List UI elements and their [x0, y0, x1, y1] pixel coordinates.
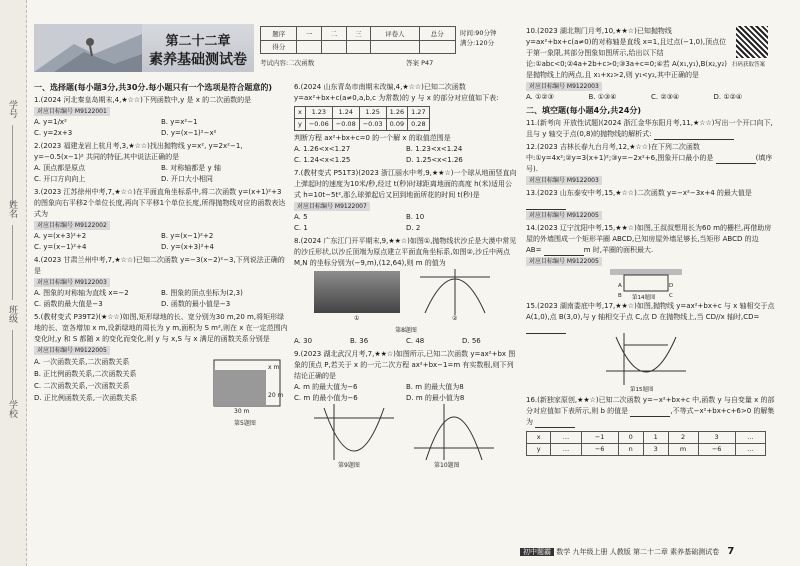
- q6-x-cell: 1.24: [332, 107, 359, 119]
- question-15: [526, 301, 776, 334]
- q9-options: [294, 382, 518, 404]
- question-9: 9.(2023 湖北武汉月考,7,★★☆)如图所示,已知二次函数 y=ax²+bx 图象的顶点 P,若关于 x 的一元二次方程 ax²+bx−1=m 有实数根,则下列结论正确的是: [294, 350, 516, 380]
- page-number: 7: [727, 546, 735, 557]
- target-code-tag: 对应目标编号 M9122005: [526, 257, 602, 266]
- page-footer: [520, 546, 780, 560]
- option[interactable]: C. m 的最小值为−6: [294, 394, 358, 402]
- binding-margin: [0, 0, 27, 566]
- figure-8: [294, 269, 518, 325]
- score-col: 二: [322, 27, 347, 41]
- target-code-tag: 对应目标编号 M9122003: [526, 82, 602, 91]
- q6-x-cell: 1.27: [408, 107, 429, 119]
- q6-y-cell: −0.08: [332, 119, 359, 131]
- question-2: 2.(2023 福建龙岩上杭月考,3,★☆☆)找出抛物线 y=x², y=2x²−1, y=−0.5(x−1)² 共同的特征,其中说法正确的是: [34, 142, 243, 161]
- option[interactable]: D. 开口大小相同: [161, 175, 213, 183]
- score-cell[interactable]: [419, 40, 456, 54]
- footer-grade: 九年级上册: [572, 548, 608, 556]
- option[interactable]: B. 1.23<x<1.24: [406, 145, 463, 153]
- q6-x-cell: 1.23: [305, 107, 332, 119]
- option[interactable]: A. 30: [294, 337, 313, 345]
- test-header: [34, 24, 518, 72]
- fig14-c: C: [669, 293, 673, 299]
- question-1: 1.(2024 河北秦皇岛期末,4,★☆☆)下列函数中,y 是 x 的二次函数的是: [34, 96, 252, 104]
- time-limit: 时间:90分钟: [460, 29, 497, 37]
- option[interactable]: D. 1.25<x<1.26: [406, 156, 463, 164]
- q16-text: 16.(新独家原创,★★☆)已知二次函数 y=−x²+bx+c 中,函数 y 与自变量 x 的部分对应值如下表所示,则 b 的值是: [526, 396, 775, 415]
- option[interactable]: A. 1.26<x<1.27: [294, 145, 351, 153]
- q14-text: 14.(2023 辽宁沈阳中考,15,★★☆)如图,王叔叔想用长为60 m的栅栏,再借助房屋的外墙围成一个矩形羊圈 ABCD,已知房屋外墙足够长,当矩形 ABCD 的边 AB=: [526, 224, 772, 254]
- name-label: 姓名: [7, 200, 17, 218]
- figure-9-graph: [314, 404, 394, 460]
- option[interactable]: D. ①②④: [713, 93, 743, 101]
- option[interactable]: B. ①③④: [588, 93, 617, 101]
- score-cell[interactable]: [346, 40, 371, 54]
- column-left: [34, 80, 288, 428]
- score-col: 三: [346, 27, 371, 41]
- q10-options: [526, 92, 776, 103]
- score-cell[interactable]: [322, 40, 347, 54]
- option[interactable]: D. 正比例函数关系,一次函数关系: [34, 394, 138, 402]
- target-code-tag: 对应目标编号 M9122001: [34, 107, 110, 116]
- fig9-caption: 第9题图: [338, 462, 360, 469]
- option[interactable]: B. 10: [406, 213, 425, 221]
- section-heading: 一、选择题(每小题3分,共30分.每小题只有一个选项是符合题意的): [34, 83, 273, 92]
- option[interactable]: C. y=(x−1)²+4: [34, 243, 87, 251]
- fig5-caption: 第5题图: [234, 420, 256, 427]
- q6-y-cell: −0.06: [305, 119, 332, 131]
- q6-y-cell: 0.09: [386, 119, 407, 131]
- question-13: [526, 188, 776, 210]
- footer-edition: 人教版: [609, 548, 631, 556]
- score-cell[interactable]: [297, 40, 322, 54]
- figure-10-graph: [414, 404, 494, 460]
- option[interactable]: B. 36: [350, 337, 369, 345]
- score-col: 总分: [419, 27, 456, 41]
- question-6: 6.(2024 山东青岛市南期末改编,4,★☆☆)已知二次函数 y=ax²+bx+c(a≠0,a,b,c 为常数)的 y 与 x 的部分对应值如下表:: [294, 83, 499, 102]
- answer-blank[interactable]: [544, 247, 584, 256]
- score-cell[interactable]: [371, 40, 419, 54]
- q16-table: [526, 431, 766, 456]
- option[interactable]: A. 一次函数关系,二次函数关系: [34, 358, 130, 366]
- target-code-tag: 对应目标编号 M9122003: [526, 176, 602, 185]
- q16-x-cell: …: [735, 432, 765, 444]
- fig15-caption: 第15题图: [630, 387, 654, 393]
- question-3: 3.(2023 江苏徐州中考,7,★☆☆)在平面直角坐标系中,将二次函数 y=(x+1)²+3 的图象向右平移2个单位长度,再向下平移1个单位长度,所得抛物线对应的函数表达式为: [34, 188, 286, 218]
- q6-table: [294, 106, 430, 131]
- q5-block: [34, 356, 288, 428]
- q7-options: [294, 212, 518, 234]
- fig14-b: B: [618, 293, 622, 299]
- q11-text: 11.(新考向 开放性试题)(2024 浙江金华东阳月考,11,★☆☆)写出一个开口向下,且与 y 轴交于点(0,8)的抛物线的解析式:: [526, 119, 773, 138]
- footer-test-name: 素养基础测试卷: [670, 548, 720, 556]
- option[interactable]: C. 开口方向向上: [34, 175, 86, 183]
- school-label: 学校: [7, 400, 17, 418]
- question-10: 10.(2023 湖北荆门月考,10,★★☆)已知抛物线 y=ax²+bx+c(a≠0)的对称轴是直线 x=1,且过点(−1,0),顶点位于第一象限,其部分图象如图所示,给出以下结论:①abc<0;②4a+2b+c>0;③3a+c=0;④若 A(x₁,y₁),B(x₂,y₂)是抛物线上的两点,且 x₁+x₂>2,则 y₁<y₂,其中正确的是: [526, 27, 727, 79]
- time-score-box: [460, 28, 496, 48]
- answer-blank[interactable]: [630, 408, 670, 417]
- option[interactable]: A. ①②③: [526, 93, 554, 101]
- fill-line: [12, 125, 13, 205]
- q6-x-cell: 1.26: [386, 107, 407, 119]
- q6-y-cell: y: [295, 119, 306, 131]
- answer-blank[interactable]: [526, 201, 566, 210]
- title-block: [142, 24, 254, 72]
- q15-block: [526, 301, 776, 393]
- fill-line: [12, 330, 13, 400]
- q1-options: [34, 117, 288, 139]
- qr-code-icon[interactable]: [736, 26, 768, 58]
- question-5: 5.(教材变式 P39T2)(★☆☆)如图,矩形绿地的长、宽分别为30 m,20 m,将矩形绿地的长、宽各增加 x m,设新绿地的周长为 y m,面积为 S m²,则在 x 在一定范围内变化时,y 和 S 都随 x 的变化而变化,则 y 与 x,S 与 x 满足的函数关系分别是: [34, 313, 288, 343]
- option[interactable]: B. y=x²−1: [161, 118, 198, 126]
- fig5-x: x m: [268, 364, 280, 371]
- option[interactable]: D. 函数的最小值是−3: [161, 300, 231, 308]
- student-id-label: 学号: [7, 100, 17, 118]
- option[interactable]: A. y=(x+3)²+2: [34, 232, 87, 240]
- question-16: [526, 395, 776, 428]
- footer-chapter: 第二十二章: [632, 548, 668, 556]
- answer-blank[interactable]: [526, 325, 566, 334]
- answer-page-ref: 答案 P47: [406, 59, 434, 67]
- q6-options: [294, 144, 518, 166]
- q16-y-cell: 3: [643, 444, 668, 456]
- option[interactable]: B. m 的最大值为8: [406, 383, 464, 391]
- class-label: 班级: [7, 305, 17, 323]
- answer-blank[interactable]: [535, 419, 575, 428]
- column-middle: [294, 80, 518, 470]
- parabola-graph: [420, 269, 490, 315]
- score-col: 一: [297, 27, 322, 41]
- target-code-tag: 对应目标编号 M9122007: [294, 202, 370, 211]
- q12-text: 12.(2023 吉林长春九台月考,12,★☆☆)在下列二次函数中:①y=4x²;②y=3(x+1)²;③y=−2x²+6,图象开口最小的是: [526, 143, 714, 162]
- score-table: [260, 26, 456, 54]
- brand-badge: 初中题霸: [520, 548, 554, 556]
- sand-dune-photo: [314, 271, 400, 313]
- column-right: [526, 26, 776, 456]
- question-4: 4.(2023 甘肃兰州中考,7,★☆☆)已知二次函数 y=−3(x−2)²−3,下列说法正确的是: [34, 256, 285, 275]
- target-code-tag: 对应目标编号 M9122005: [526, 211, 602, 220]
- fig8-label-2: ②: [452, 315, 458, 322]
- question-11: [526, 118, 776, 140]
- figure-15-graph: [606, 333, 686, 385]
- q16-y-cell: n: [618, 444, 643, 456]
- q13-text: 13.(2023 山东泰安中考,15,★☆☆)二次函数 y=−x²−3x+4 的最大值是: [526, 189, 752, 197]
- section-heading: 二、填空题(每小题4分,共24分): [526, 106, 642, 115]
- figures-9-10: [294, 404, 518, 470]
- fig5-width: 20 m: [268, 392, 284, 399]
- score-col: 评卷人: [371, 27, 419, 41]
- answer-blank[interactable]: [654, 131, 734, 140]
- answer-blank[interactable]: [716, 155, 756, 164]
- q16-y-cell: −6: [698, 444, 735, 456]
- target-code-tag: 对应目标编号 M9122002: [34, 221, 110, 230]
- q6-x-cell: x: [295, 107, 306, 119]
- mountain-climber-illustration: [34, 24, 142, 72]
- q12-tail: (填序号).: [526, 154, 773, 173]
- q16-mid: ,不等式−x²+bx+c+6>0 的解集为: [526, 407, 775, 426]
- q16-y-cell: m: [668, 444, 698, 456]
- option[interactable]: D. 2: [406, 224, 421, 232]
- question-14: [526, 223, 776, 256]
- q2-options: [34, 163, 288, 185]
- fig10-caption: 第10题图: [434, 462, 460, 469]
- question-8: 8.(2024 广东江门开平期末,9,★★☆)如图①,抛物线状沙丘是大漠中常见的沙丘形状,以沙丘顶端为原点建立平面直角坐标系,如图②,沙丘中两点 M,N 的坐标分别为(−9,m),(12,64),则 m 的值为: [294, 237, 517, 267]
- option[interactable]: A. y=1/x²: [34, 118, 67, 126]
- q14-tail: m 时,羊圈的面积最大.: [583, 246, 654, 254]
- option[interactable]: C. y=2x+3: [34, 129, 73, 137]
- q16-x-cell: …: [551, 432, 581, 444]
- q16-y-cell: …: [551, 444, 581, 456]
- figure-14: [526, 267, 776, 301]
- qr-label: 扫码获取答案: [732, 62, 766, 68]
- option[interactable]: C. 48: [406, 337, 425, 345]
- question-7: 7.(教材变式 P51T3)(2023 浙江丽水中考,9,★★☆)一个球从地面竖直向上弹起时的速度为10米/秒,经过 t(秒)时球距离地面的高度 h(米)适用公式 h=10t−5t²,那么球弹起后又回到地面所花的时间 t(秒)是: [294, 169, 517, 199]
- q16-y-cell: y: [527, 444, 551, 456]
- option[interactable]: B. 对称轴都是 y 轴: [161, 164, 221, 172]
- fig8-label-1: ①: [354, 315, 360, 322]
- option[interactable]: D. m 的最小值为8: [406, 394, 465, 402]
- target-code-tag: 对应目标编号 M9122005: [34, 346, 110, 355]
- fill-line: [12, 225, 13, 300]
- option[interactable]: C. 二次函数关系,一次函数关系: [34, 382, 130, 390]
- footer-subject: 数学: [556, 548, 571, 556]
- option[interactable]: B. y=(x−1)²+2: [161, 232, 214, 240]
- q5-options: [34, 356, 202, 404]
- option[interactable]: D. y=(x−1)²−x²: [161, 129, 217, 137]
- option[interactable]: B. 图象的顶点坐标为(2,3): [161, 289, 243, 297]
- score-row-label: 得分: [261, 40, 297, 54]
- fig14-caption: 第14题图: [632, 295, 656, 301]
- option[interactable]: C. 1: [294, 224, 308, 232]
- chapter-title: 第二十二章: [165, 34, 231, 49]
- q16-x-cell: 2: [668, 432, 698, 444]
- q6-x-cell: 1.25: [359, 107, 386, 119]
- fig8-caption: 第8题图: [395, 327, 417, 334]
- exam-scope: 考试内容:二次函数: [260, 59, 315, 67]
- question-12: [526, 142, 776, 175]
- q3-options: [34, 231, 288, 253]
- option[interactable]: D. y=(x+3)²+4: [161, 243, 214, 251]
- option[interactable]: A. m 的最大值为−6: [294, 383, 358, 391]
- q8-options: [294, 336, 518, 347]
- fig5-length: 30 m: [234, 408, 250, 415]
- q4-options: [34, 288, 288, 310]
- page-title: 素养基础测试卷: [149, 52, 247, 68]
- option[interactable]: D. 56: [462, 337, 481, 345]
- score-col: 题序: [261, 27, 297, 41]
- q16-y-cell: −6: [581, 444, 618, 456]
- full-score: 满分:120分: [460, 39, 495, 47]
- q6-prompt: 判断方程 ax²+bx+c=0 的一个解 x 的取值范围是: [294, 134, 451, 142]
- target-code-tag: 对应目标编号 M9122003: [34, 278, 110, 287]
- header-illustration: [34, 24, 142, 72]
- option[interactable]: C. ②③④: [651, 93, 680, 101]
- q16-x-cell: 3: [698, 432, 735, 444]
- q15-text: 15.(2023 湖南娄底中考,17,★★☆)如图,抛物线 y=ax²+bx+c 与 x 轴相交于点 A(1,0),点 B(3,0),与 y 轴相交于点 C,点 D 在抛物线上,当 CD//x 轴时,CD=: [526, 302, 775, 321]
- option[interactable]: C. 函数的最大值是−3: [34, 300, 103, 308]
- option[interactable]: A. 5: [294, 213, 308, 221]
- option[interactable]: B. 正比例函数关系,二次函数关系: [34, 370, 137, 378]
- option[interactable]: A. 顶点都是原点: [34, 164, 86, 172]
- fig14-d: D: [669, 283, 674, 289]
- option[interactable]: A. 图象的对称轴为直线 x=−2: [34, 289, 129, 297]
- q16-x-cell: −1: [581, 432, 618, 444]
- q16-x-cell: x: [527, 432, 551, 444]
- option[interactable]: C. 1.24<x<1.25: [294, 156, 351, 164]
- q16-y-cell: …: [735, 444, 765, 456]
- fig14-a: A: [618, 283, 622, 289]
- q6-y-cell: −0.03: [359, 119, 386, 131]
- q16-x-cell: 1: [643, 432, 668, 444]
- q16-x-cell: 0: [618, 432, 643, 444]
- q6-y-cell: 0.28: [408, 119, 429, 131]
